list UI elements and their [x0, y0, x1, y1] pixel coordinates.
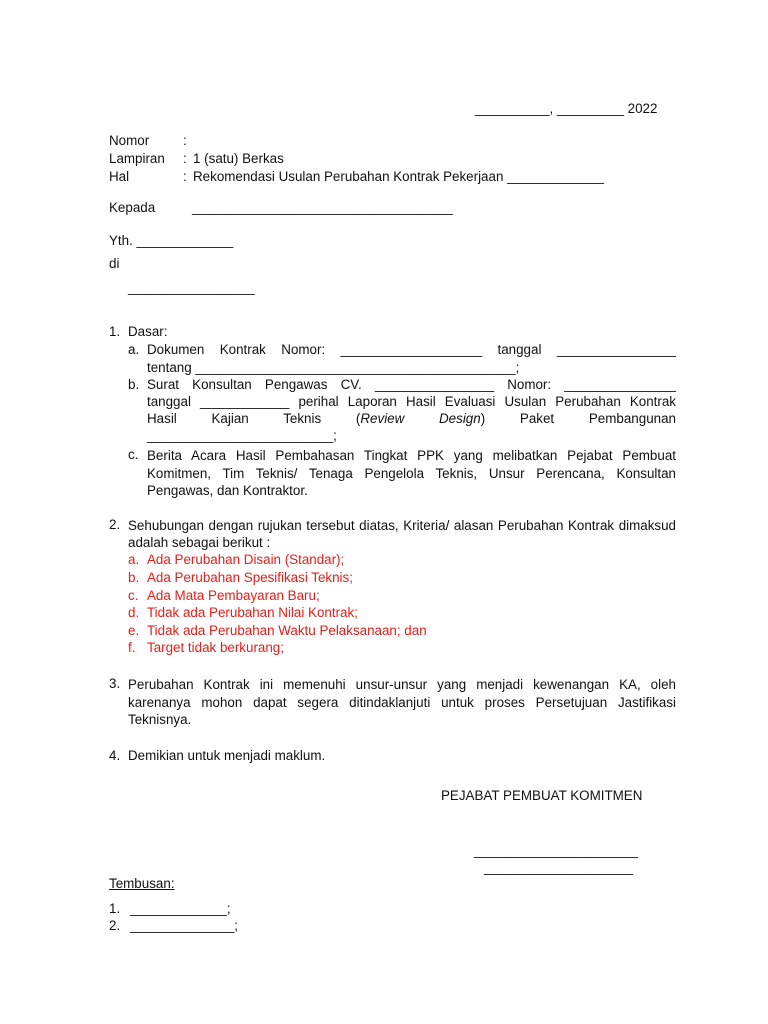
- item-1b-line-1: Surat Konsultan Pengawas CV. ________________ Nomor: _______________: [147, 377, 676, 392]
- item-1b-line-2: tanggal ____________ perihal Laporan Hasil Evaluasi Usulan Perubahan Kontrak: [147, 394, 676, 409]
- lampiran-value: 1 (satu) Berkas: [193, 151, 284, 166]
- nomor-colon: :: [183, 133, 187, 148]
- item-1c-marker: c.: [128, 447, 139, 462]
- item-1c-text: Berita Acara Hasil Pembahasan Tingkat PPK yang melibatkan Pejabat Pembuat Komitmen, Tim Teknis/ Tenaga Pengelola Teknis, Unsur Perencana, Konsultan Pengawas, dan Kontraktor.: [147, 448, 676, 498]
- kepada-blank: ___________________________________: [192, 200, 453, 215]
- tembusan-2-blank: ______________;: [130, 918, 238, 933]
- criteria-e-text: Tidak ada Perubahan Waktu Pelaksanaan; dan: [147, 623, 427, 638]
- signature-nip-line: ____________________: [484, 860, 633, 875]
- criteria-b-text: Ada Perubahan Spesifikasi Teknis;: [147, 570, 353, 585]
- section-2-number: 2.: [109, 517, 121, 532]
- lampiran-colon: :: [183, 151, 187, 166]
- criteria-b-marker: b.: [128, 570, 140, 585]
- di-label: di: [109, 256, 120, 271]
- criteria-f-marker: f.: [128, 640, 136, 655]
- tembusan-1-marker: 1.: [109, 901, 121, 916]
- lampiran-label: Lampiran: [109, 151, 165, 166]
- criteria-d-marker: d.: [128, 605, 140, 620]
- criteria-a-marker: a.: [128, 552, 140, 567]
- section-2-text: Sehubungan dengan rujukan tersebut diatas, Kriteria/ alasan Perubahan Kontrak dimaksud adalah sebagai berikut :: [128, 518, 676, 550]
- section-3-number: 3.: [109, 676, 121, 691]
- criteria-f-text: Target tidak berkurang;: [147, 640, 284, 655]
- hal-colon: :: [183, 169, 187, 184]
- signature-name-line: ______________________: [474, 843, 638, 858]
- section-1-title: Dasar:: [128, 324, 168, 339]
- item-1a-marker: a.: [128, 342, 140, 357]
- section-4-number: 4.: [109, 748, 121, 763]
- yth-line: Yth. _____________: [109, 233, 234, 248]
- item-1b-line-3-pre: Hasil Kajian Teknis (: [147, 411, 361, 426]
- item-1a-line-1: Dokumen Kontrak Nomor: ___________________ tanggal ________________: [147, 342, 676, 357]
- item-1b-line-4: _________________________;: [147, 428, 337, 443]
- nomor-label: Nomor: [109, 133, 150, 148]
- signature-title: PEJABAT PEMBUAT KOMITMEN: [441, 788, 643, 803]
- hal-label: Hal: [109, 169, 130, 184]
- criteria-e-marker: e.: [128, 623, 140, 638]
- criteria-c-text: Ada Mata Pembayaran Baru;: [147, 588, 320, 603]
- item-1a-line-2: tentang ___________________________________________;: [147, 360, 520, 375]
- kepada-label: Kepada: [109, 200, 156, 215]
- tembusan-2-marker: 2.: [109, 918, 121, 933]
- item-1b-line-3: [147, 411, 676, 427]
- review-design-text: Review Design: [360, 411, 481, 426]
- di-blank: _________________: [128, 280, 255, 295]
- tembusan-label: Tembusan:: [109, 876, 175, 891]
- section-4-text: Demikian untuk menjadi maklum.: [128, 748, 326, 763]
- criteria-d-text: Tidak ada Perubahan Nilai Kontrak;: [147, 605, 358, 620]
- tembusan-1-blank: _____________;: [130, 901, 231, 916]
- criteria-a-text: Ada Perubahan Disain (Standar);: [147, 552, 345, 567]
- section-3-text: Perubahan Kontrak ini memenuhi unsur-unsur yang menjadi kewenangan KA, oleh karenanya mohon dapat segera ditindaklanjuti untuk proses Persetujuan Jastifikasi Teknisnya.: [128, 677, 676, 727]
- hal-value: Rekomendasi Usulan Perubahan Kontrak Pekerjaan _____________: [193, 169, 604, 184]
- criteria-c-marker: c.: [128, 588, 139, 603]
- item-1b-marker: b.: [128, 377, 140, 392]
- section-1-number: 1.: [109, 324, 121, 339]
- item-1b-line-3-post: ) Paket Pembangunan: [480, 411, 676, 426]
- date-line: __________, _________ 2022: [475, 101, 658, 116]
